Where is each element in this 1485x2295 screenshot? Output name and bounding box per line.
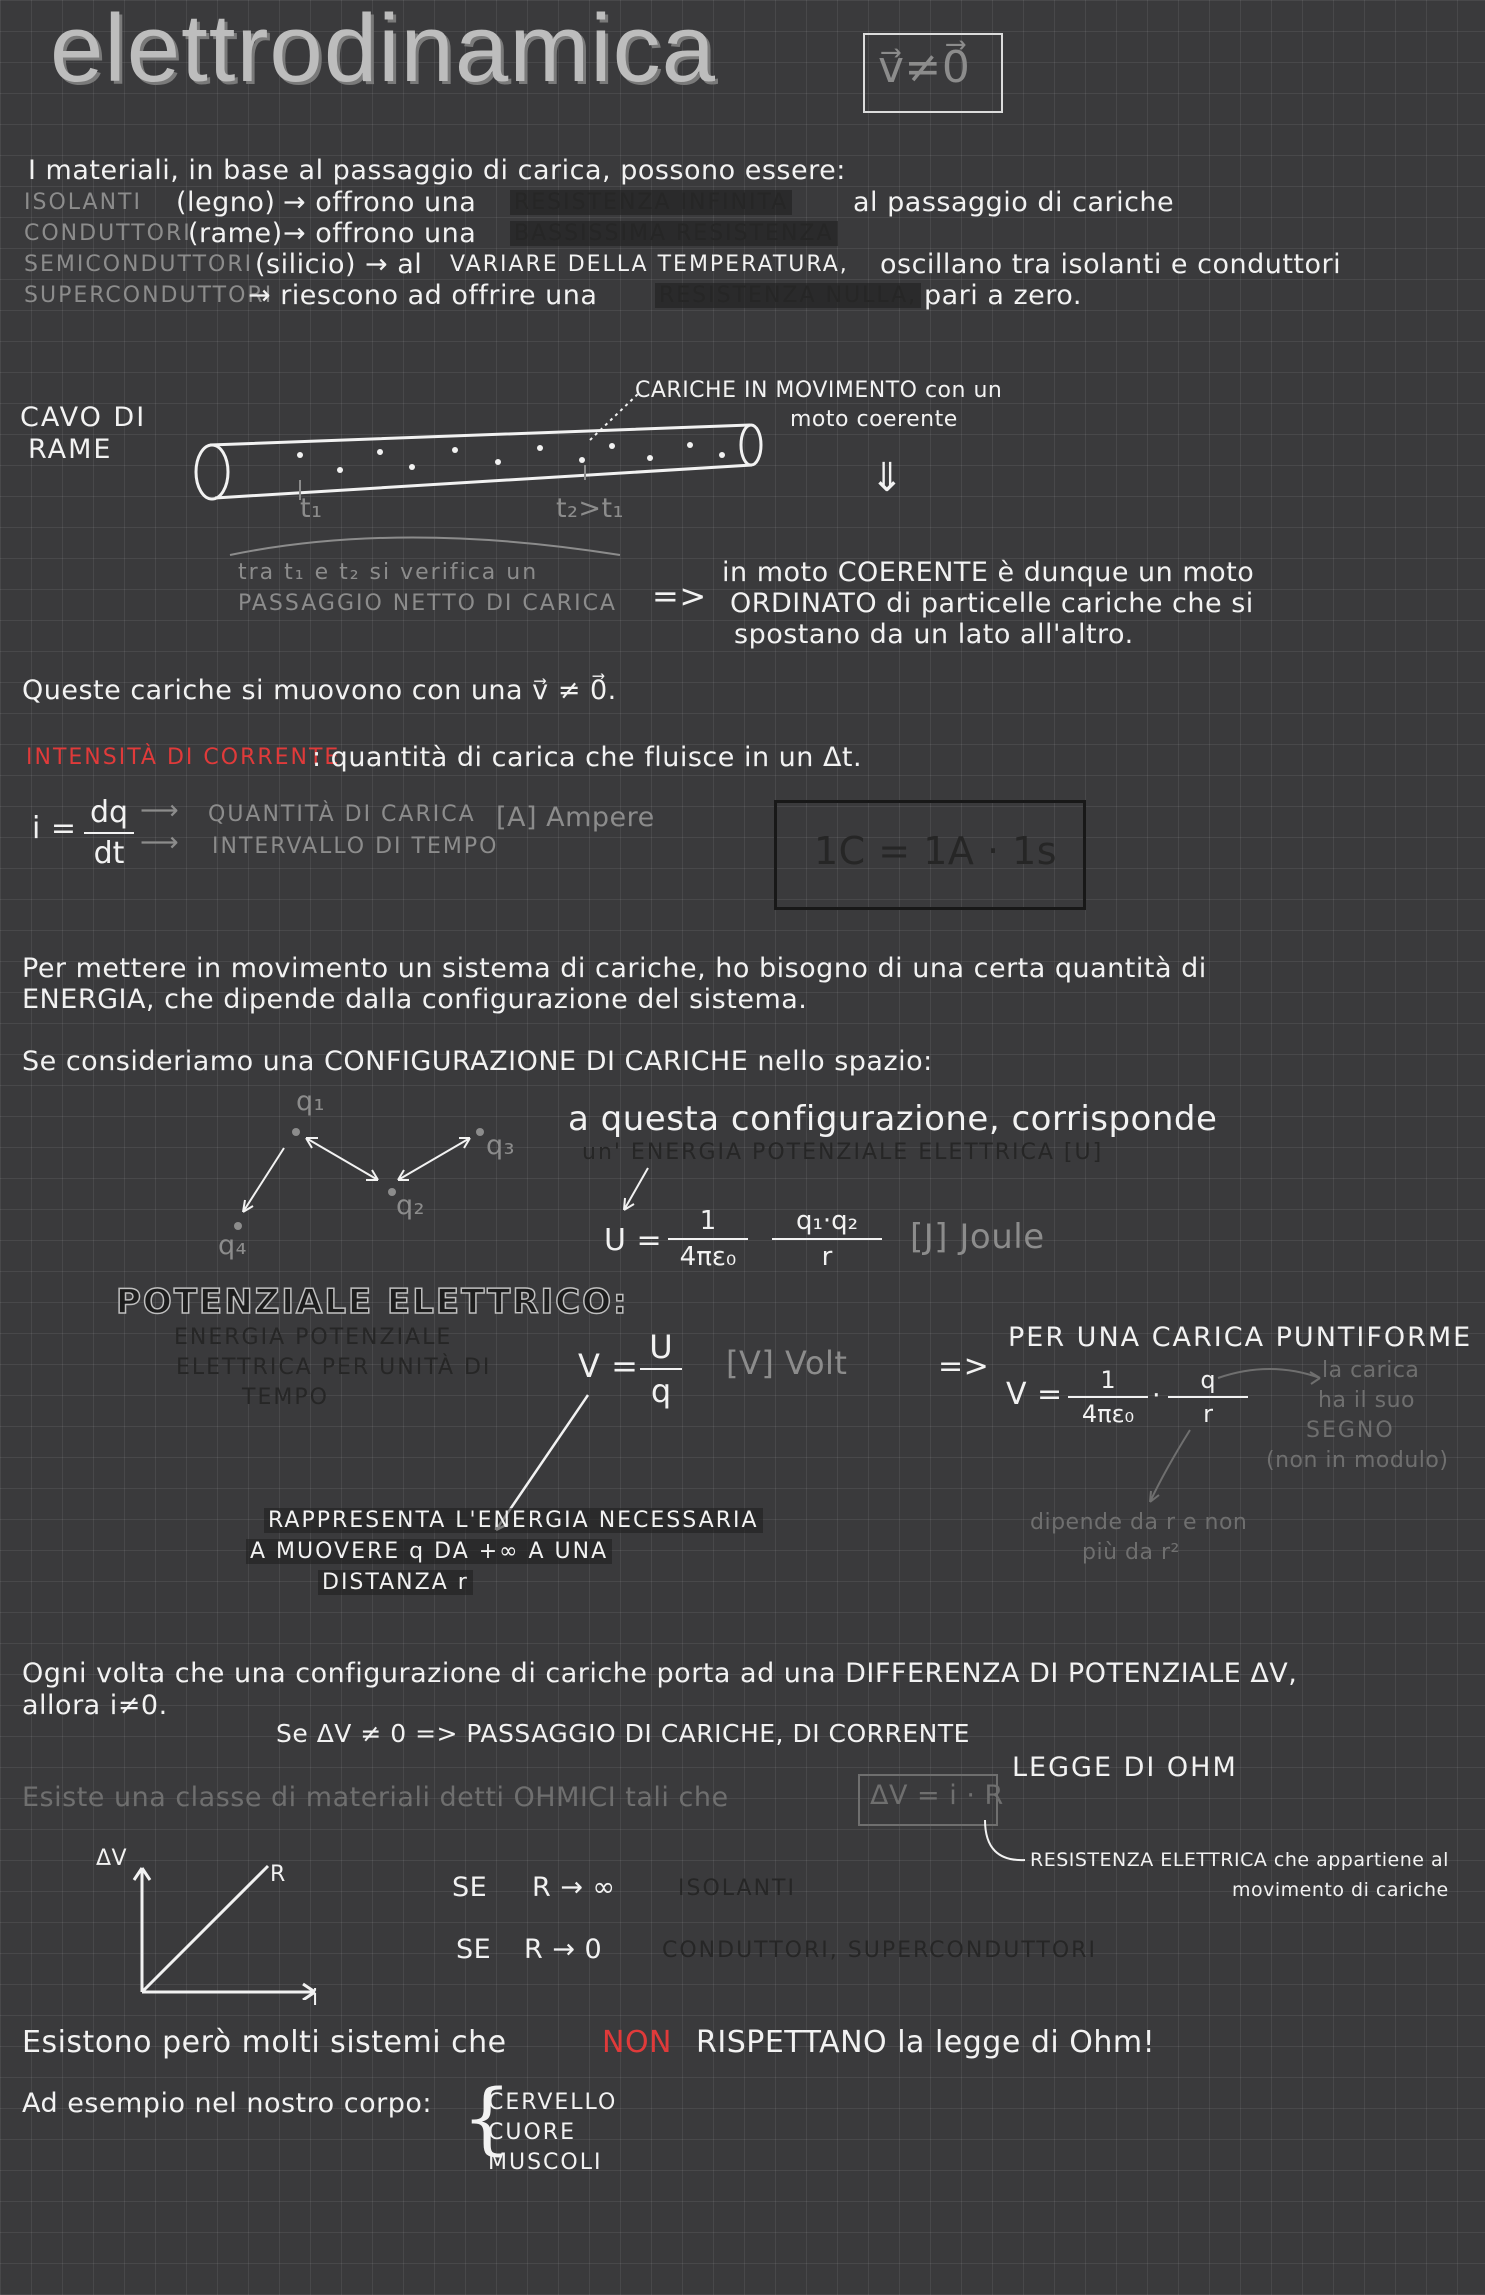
material-name: SUPERCONDUTTORI [24, 283, 274, 308]
down-arrow: ⇓ [870, 455, 905, 501]
current-denominator: dt [93, 836, 125, 871]
net-charge-line1: tra t₁ e t₂ si verifica un [238, 560, 539, 585]
case2-se: SE [456, 1934, 492, 1965]
graph-y-label: ΔV [96, 1846, 128, 1871]
ohmic-materials-text: Esiste una classe di materiali detti OHMICI tali che [22, 1782, 729, 1813]
potential-desc-line1: ENERGIA POTENZIALE [174, 1325, 453, 1350]
point-const-den: 4πε₀ [1081, 1400, 1135, 1428]
current-arrow-top: ⟶ [140, 795, 180, 826]
charge-quantity-label: QUANTITÀ DI CARICA [208, 802, 476, 827]
represents-line2: A MUOVERE q DA +∞ A UNA [246, 1539, 612, 1564]
material-example: (rame) [188, 218, 283, 249]
resistance-note-line2: movimento di cariche [1232, 1879, 1449, 1901]
material-name: CONDUTTORI [24, 221, 192, 246]
sign-note-line3: SEGNO [1306, 1418, 1395, 1443]
energy-const-num: 1 [699, 1206, 717, 1236]
case2-result: CONDUTTORI, SUPERCONDUTTORI [662, 1938, 1097, 1963]
energy-const-den: 4πε₀ [679, 1242, 737, 1272]
ohm-formula: ΔV = i · R [870, 1780, 1004, 1811]
velocity-line: Queste cariche si muovono con una v⃗ ≠ 0⃗. [22, 675, 617, 706]
potential-energy-text: un' ENERGIA POTENZIALE ELETTRICA [U] [582, 1140, 1104, 1165]
body-item-heart: CUORE [488, 2120, 576, 2145]
material-highlight: VARIARE DELLA TEMPERATURA, [450, 252, 849, 277]
materials-intro: I materiali, in base al passaggio di carica, possono essere: [28, 155, 846, 186]
material-rest: oscillano tra isolanti e conduttori [880, 249, 1342, 280]
time-t2-label: t₂>t₁ [556, 493, 624, 524]
case1-condition: R → ∞ [532, 1872, 616, 1903]
energy-para-line1: Per mettere in movimento un sistema di cariche, ho bisogno di una certa quantità di [22, 953, 1207, 984]
represents-line1: RAPPRESENTA L'ENERGIA NECESSARIA [264, 1508, 763, 1533]
potential-heading: POTENZIALE ELETTRICO: [116, 1282, 629, 1322]
charge-q1: q₁ [296, 1086, 325, 1117]
potential-num: U [649, 1328, 673, 1366]
time-interval-label: INTERVALLO DI TEMPO [212, 834, 499, 859]
represents-line3: DISTANZA r [318, 1570, 473, 1595]
potential-desc-line3: TEMPO [242, 1385, 329, 1410]
charge-q3: q₃ [486, 1130, 515, 1161]
ohm-para-line2: allora i≠0. [22, 1690, 168, 1721]
body-brace: { [462, 2074, 513, 2164]
resistance-note-line1: RESISTENZA ELETTRICA che appartiene al [1030, 1849, 1449, 1871]
case1-se: SE [452, 1872, 488, 1903]
body-item-muscles: MUSCOLI [488, 2150, 603, 2175]
potential-desc-line2: ELETTRICA PER UNITÀ DI [176, 1355, 492, 1380]
implies-arrow: => [652, 577, 707, 615]
current-numerator: dq [89, 795, 129, 830]
ohm-se-line: Se ΔV ≠ 0 => PASSAGGIO DI CARICHE, DI CORRENTE [276, 1719, 970, 1748]
current-term: INTENSITÀ DI CORRENTE [26, 745, 341, 770]
energy-u-eq: U = [604, 1223, 663, 1258]
charge-q2: q₂ [396, 1190, 425, 1221]
material-arrow: → riescono ad offrire una [248, 280, 598, 311]
current-i-eq: i = [32, 811, 77, 846]
material-highlight: BASSISSIMA RESISTENZA [510, 221, 838, 246]
sign-note-line1: la carica [1322, 1358, 1420, 1383]
material-arrow: → offrono una [283, 187, 477, 218]
r-note-line1: dipende da r e non [1030, 1510, 1248, 1535]
title-box-formula: v⃗≠0⃗ [878, 42, 971, 93]
potential-v-eq: V = [578, 1347, 639, 1385]
ohm-para-line1: Ogni volta che una configurazione di cariche porta ad una DIFFERENZA DI POTENZIALE ΔV, [22, 1658, 1298, 1689]
exceptions-non: NON [602, 2025, 672, 2060]
material-example: (silicio) [255, 249, 357, 280]
material-arrow: → offrono una [283, 218, 477, 249]
time-t1-label: t₁ [300, 493, 323, 524]
graph-x-label: i [312, 1986, 319, 2011]
charges-label-line2: moto coerente [790, 407, 958, 432]
energy-charges-den: r [821, 1242, 833, 1272]
material-name: ISOLANTI [24, 190, 142, 215]
coherent-line1: in moto COERENTE è dunque un moto [722, 557, 1255, 588]
net-charge-line2: PASSAGGIO NETTO DI CARICA [238, 591, 617, 616]
material-rest: al passaggio di cariche [853, 187, 1175, 218]
point-charge-den: r [1203, 1400, 1213, 1428]
current-arrow-bottom: ⟶ [140, 827, 180, 858]
potential-implies: => [938, 1349, 990, 1384]
coherent-line2: ORDINATO di particelle cariche che si [730, 588, 1254, 619]
sign-note-line2: ha il suo [1318, 1388, 1416, 1413]
config-intro: Se consideriamo una CONFIGURAZIONE DI CARICHE nello spazio: [22, 1046, 933, 1077]
point-charge-text: PER UNA CARICA PUNTIFORME [1008, 1322, 1473, 1353]
wire-label-line1: CAVO DI [20, 402, 147, 433]
material-arrow: → al [365, 249, 423, 280]
material-highlight: RESISTENZA INFINITA [510, 190, 792, 215]
charge-q4: q₄ [218, 1230, 247, 1261]
charges-label-line1: CARICHE IN MOVIMENTO con un [635, 378, 1003, 403]
exceptions-end: RISPETTANO la legge di Ohm! [696, 2025, 1156, 2060]
sign-note-line4: (non in modulo) [1266, 1448, 1449, 1473]
coherent-line3: spostano da un lato all'altro. [734, 619, 1134, 650]
energy-charges-num: q₁·q₂ [795, 1206, 859, 1236]
joule-unit: [J] Joule [910, 1217, 1045, 1257]
wire-label-line2: RAME [28, 434, 113, 465]
point-charge-num: q [1200, 1366, 1216, 1394]
potential-den: q [650, 1372, 672, 1410]
body-item-brain: CERVELLO [488, 2090, 618, 2115]
graph-line-label: R [270, 1862, 286, 1887]
material-name: SEMICONDUTTORI [24, 252, 254, 277]
material-example: (legno) [176, 187, 276, 218]
point-const-num: 1 [1100, 1366, 1116, 1394]
point-v-eq: V = [1006, 1377, 1063, 1412]
body-intro: Ad esempio nel nostro corpo: [22, 2088, 432, 2119]
case1-result: ISOLANTI [678, 1876, 796, 1901]
corresponds-text: a questa configurazione, corrisponde [568, 1099, 1218, 1139]
exceptions-start: Esistono però molti sistemi che [22, 2025, 507, 2060]
case2-condition: R → 0 [524, 1934, 603, 1965]
material-highlight: RESISTENZA NULLA, [655, 283, 921, 308]
energy-para-line2: ENERGIA, che dipende dalla configurazione del sistema. [22, 984, 808, 1015]
volt-unit: [V] Volt [726, 1344, 848, 1382]
dot-operator: · [1152, 1380, 1162, 1411]
coulomb-formula: 1C = 1A · 1s [814, 829, 1058, 873]
material-rest: pari a zero. [924, 280, 1082, 311]
r-note-line2: più da r² [1082, 1540, 1180, 1565]
ampere-unit: [A] Ampere [496, 802, 655, 833]
ohm-law-title: LEGGE DI OHM [1012, 1752, 1238, 1783]
current-definition: : quantità di carica che fluisce in un Δt. [312, 742, 863, 773]
page-title: elettrodinamica [50, 0, 716, 102]
